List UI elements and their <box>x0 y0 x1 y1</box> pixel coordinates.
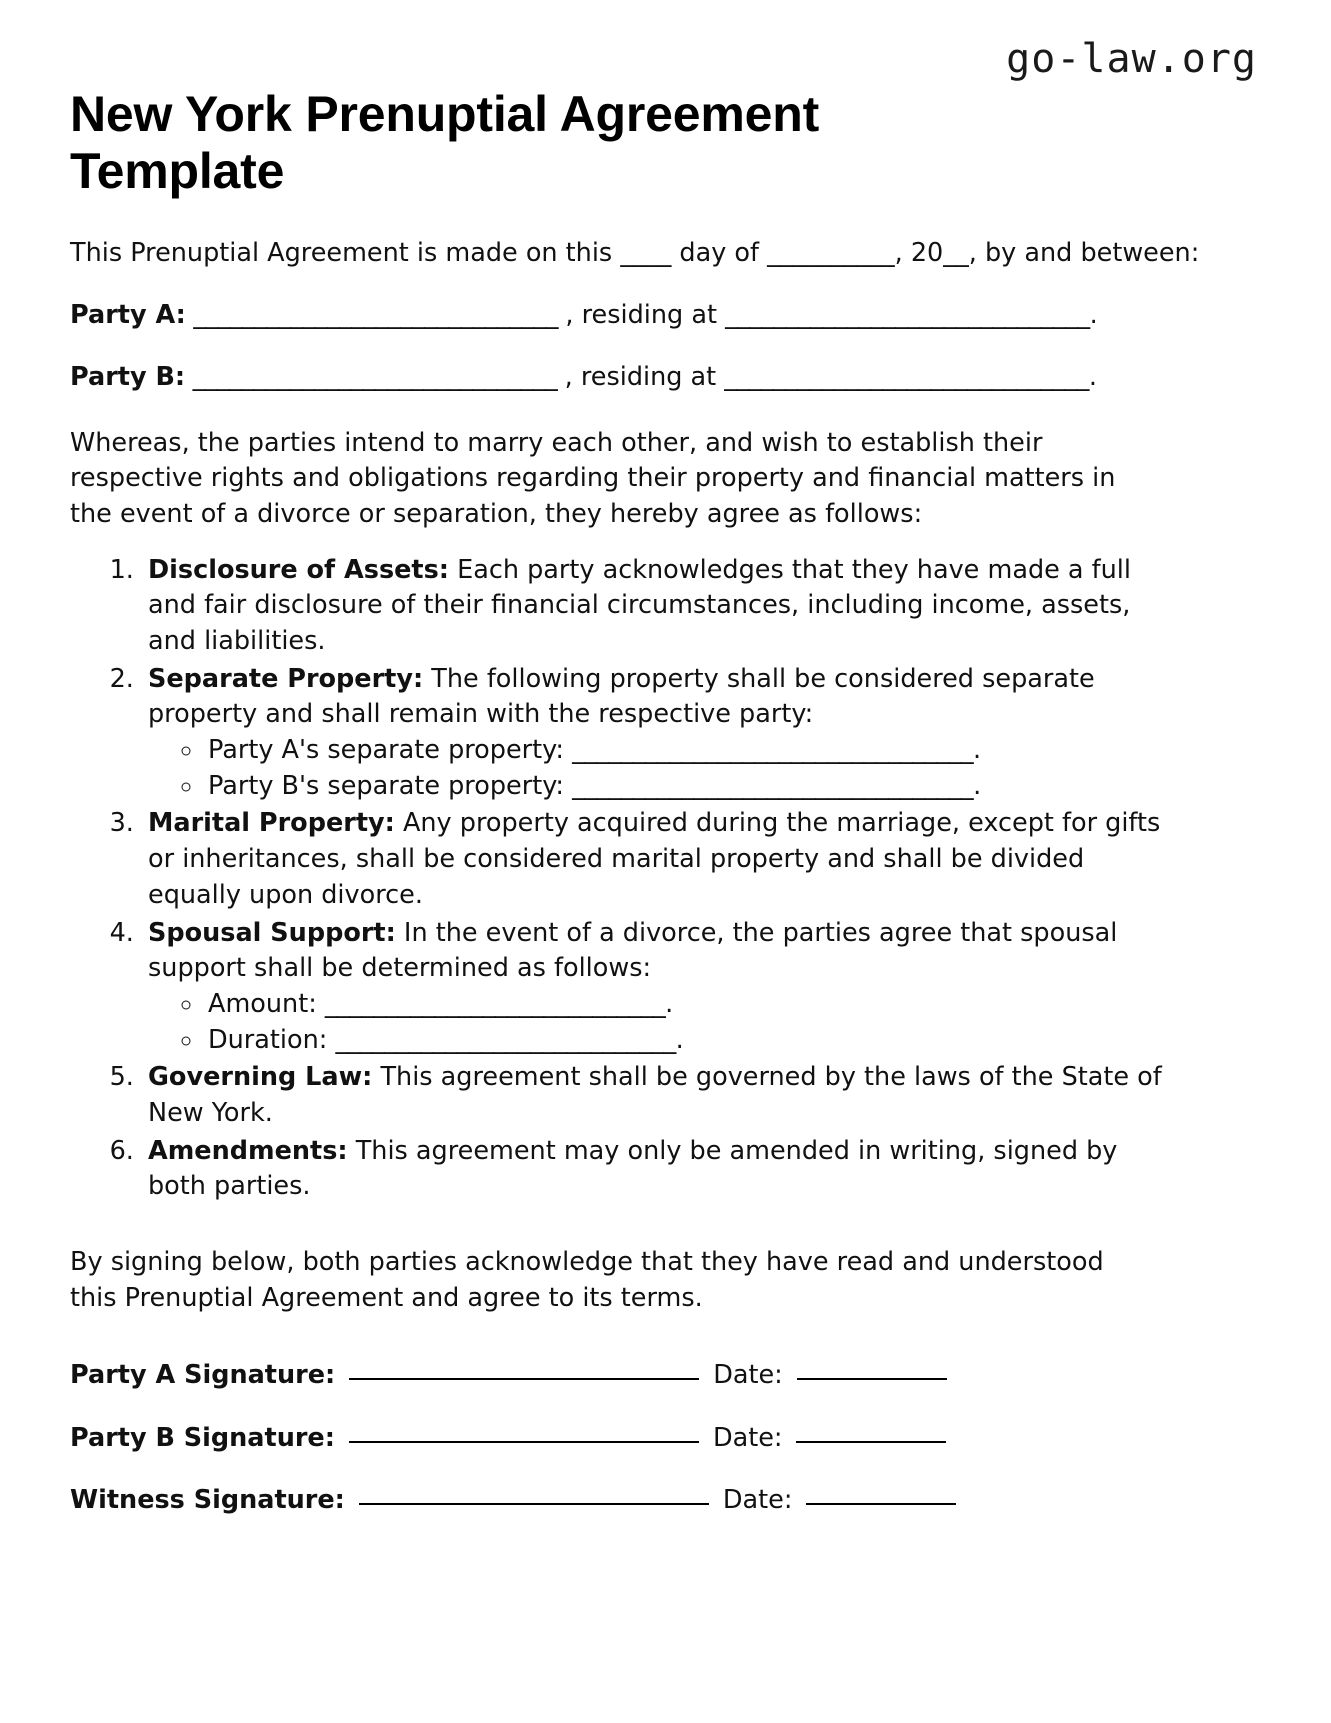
signature-line[interactable] <box>359 1483 709 1505</box>
page-title: New York Prenuptial Agreement Template <box>70 86 820 199</box>
term-item-marital-property <box>142 806 1178 913</box>
subitem-label: Duration: <box>208 1024 336 1055</box>
signature-block <box>70 1358 1261 1516</box>
terms-list <box>70 553 1261 1205</box>
date-line[interactable] <box>796 1421 946 1443</box>
term-heading: Separate Property: <box>148 663 424 694</box>
party-a-label: Party A: <box>70 300 186 331</box>
party-b-name-blank: ______________________________ <box>185 362 565 393</box>
whereas-paragraph: Whereas, the parties intend to marry each other, and wish to establish their respective rights and obligations regarding their property and financial matters in the event of a divorce or separation, they hereby agree as follows: <box>70 427 1116 529</box>
term-item-disclosure-of-assets <box>142 553 1178 660</box>
subitem-period: . <box>973 735 982 766</box>
term-body: Any property acquired during the marriage, except for gifts or inheritances, shall be considered marital property and shall be divided equally upon divorce. <box>148 808 1161 910</box>
subitem-label: Amount: <box>208 988 325 1019</box>
party-b-period: . <box>1088 362 1097 393</box>
subitem-label: Party A's separate property: <box>208 735 573 766</box>
subitem-period: . <box>973 770 982 801</box>
subitem-party-b-separate-property <box>204 769 1178 805</box>
party-b-residing-text: , residing at <box>564 362 725 393</box>
date-label: Date: <box>722 1484 793 1515</box>
date-label: Date: <box>712 1422 783 1453</box>
signature-row-witness <box>70 1483 1261 1517</box>
term-item-spousal-support <box>142 916 1178 1059</box>
subitem-amount <box>204 987 1178 1023</box>
term-heading: Governing Law: <box>148 1062 373 1093</box>
signature-label: Party A Signature: <box>70 1360 336 1391</box>
term-heading: Marital Property: <box>148 808 395 839</box>
term-heading: Amendments: <box>148 1135 348 1166</box>
separate-property-subitems <box>148 733 1178 804</box>
party-b-address-blank: ______________________________ <box>724 362 1089 393</box>
subitem-duration <box>204 1023 1178 1059</box>
subitem-blank: _________________________________ <box>572 735 974 766</box>
subitem-blank: ____________________________ <box>335 1024 676 1055</box>
date-line[interactable] <box>797 1358 947 1380</box>
party-a-period: . <box>1089 300 1098 331</box>
subitem-blank: _________________________________ <box>572 770 974 801</box>
signature-row-party-b <box>70 1421 1261 1455</box>
party-b-label: Party B: <box>70 362 186 393</box>
subitem-party-a-separate-property <box>204 733 1178 769</box>
signature-row-party-a <box>70 1358 1261 1392</box>
intro-paragraph: This Prenuptial Agreement is made on this ____ day of __________, 20__, by and between: <box>70 238 1200 268</box>
term-body: This agreement shall be governed by the laws of the State of New York. <box>148 1062 1162 1128</box>
term-heading: Disclosure of Assets: <box>148 554 449 585</box>
signature-line[interactable] <box>349 1358 699 1380</box>
term-item-amendments <box>142 1134 1178 1205</box>
term-item-governing-law <box>142 1060 1178 1131</box>
site-brand-logo: go-law.org <box>1006 36 1257 82</box>
party-a-name-blank: ______________________________ <box>185 300 566 331</box>
term-body: In the event of a divorce, the parties agree that spousal support shall be determined as follows: <box>148 917 1118 984</box>
subitem-period: . <box>665 988 674 1019</box>
closing-paragraph: By signing below, both parties acknowledge that they have read and understood this Prenuptial Agreement and agree to its terms. <box>70 1247 1104 1313</box>
date-label: Date: <box>713 1360 783 1391</box>
party-a-address-blank: ______________________________ <box>725 300 1090 331</box>
term-body: This agreement may only be amended in writing, signed by both parties. <box>148 1135 1118 1202</box>
term-body: Each party acknowledges that they have made a full and fair disclosure of their financial circumstances, including income, assets, and liabilities. <box>148 554 1131 657</box>
signature-label: Witness Signature: <box>70 1484 345 1515</box>
term-item-separate-property <box>142 662 1178 805</box>
party-a-line <box>70 297 1261 333</box>
term-heading: Spousal Support: <box>148 917 396 948</box>
subitem-label: Party B's separate property: <box>208 770 573 801</box>
date-line[interactable] <box>806 1483 956 1505</box>
signature-line[interactable] <box>349 1421 699 1443</box>
signature-label: Party B Signature: <box>70 1422 335 1453</box>
party-a-residing-text: , residing at <box>565 300 726 331</box>
term-body: The following property shall be considered separate property and shall remain with the respective party: <box>148 663 1095 730</box>
spousal-support-subitems <box>148 987 1178 1058</box>
party-b-line <box>70 359 1261 395</box>
subitem-blank: ____________________________ <box>324 988 666 1019</box>
subitem-period: . <box>675 1024 684 1055</box>
